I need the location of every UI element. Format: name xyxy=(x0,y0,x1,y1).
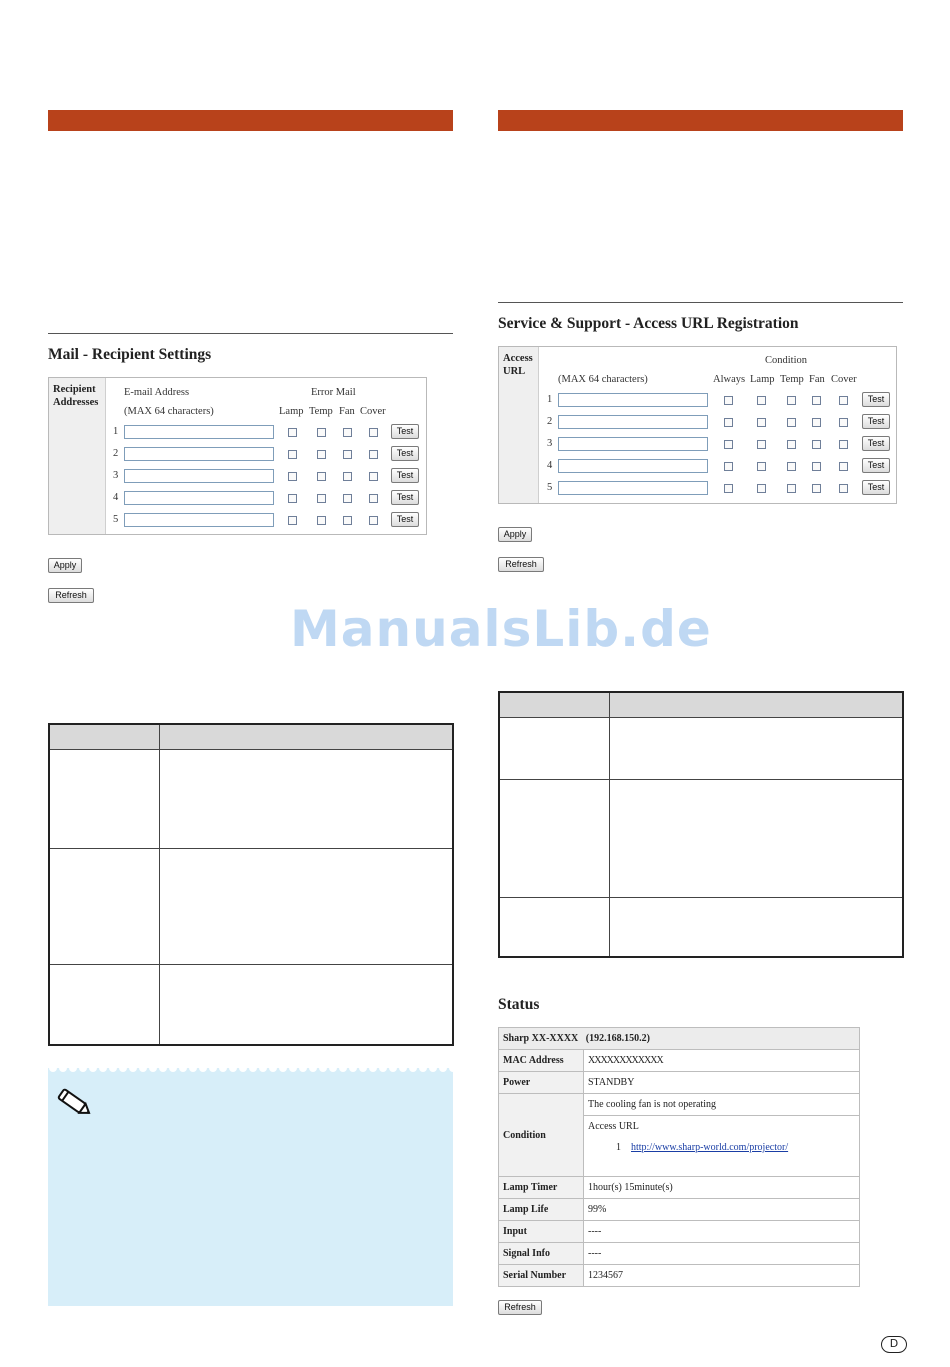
temp-checkbox-4[interactable] xyxy=(317,494,326,503)
condition-value: The cooling fan is not operating xyxy=(584,1094,860,1116)
email-input-5[interactable] xyxy=(124,513,274,527)
cover-checkbox-1[interactable] xyxy=(369,428,378,437)
lamp-life-label: Lamp Life xyxy=(499,1199,584,1221)
serial-number-label: Serial Number xyxy=(499,1265,584,1287)
error-mail-header: Error Mail xyxy=(311,387,356,398)
refresh-button[interactable]: Refresh xyxy=(48,588,94,603)
cover-checkbox-4[interactable] xyxy=(369,494,378,503)
apply-button[interactable]: Apply xyxy=(498,527,532,542)
fan-checkbox-3[interactable] xyxy=(812,440,821,449)
input-value: ---- xyxy=(584,1221,860,1243)
row-number: 5 xyxy=(113,514,119,525)
apply-button[interactable]: Apply xyxy=(48,558,82,573)
max-chars-note: (MAX 64 characters) xyxy=(124,406,214,417)
temp-checkbox-2[interactable] xyxy=(317,450,326,459)
test-button-3[interactable]: Test xyxy=(391,468,419,483)
lamp-checkbox-3[interactable] xyxy=(288,472,297,481)
temp-checkbox-1[interactable] xyxy=(317,428,326,437)
access-url-panel xyxy=(498,346,897,504)
recipient-side-label: Recipient Addresses xyxy=(49,378,106,534)
col-temp: Temp xyxy=(309,406,333,417)
test-button-2[interactable]: Test xyxy=(391,446,419,461)
test-button-4[interactable]: Test xyxy=(391,490,419,505)
left-rule xyxy=(48,333,453,334)
temp-checkbox-3[interactable] xyxy=(787,440,796,449)
col-fan: Fan xyxy=(339,406,355,417)
temp-checkbox-2[interactable] xyxy=(787,418,796,427)
cover-checkbox-4[interactable] xyxy=(839,462,848,471)
pencil-note-icon xyxy=(54,1086,94,1120)
always-checkbox-2[interactable] xyxy=(724,418,733,427)
test-button-1[interactable]: Test xyxy=(391,424,419,439)
col-always: Always xyxy=(713,374,746,385)
row-number: 2 xyxy=(547,416,553,427)
cover-checkbox-3[interactable] xyxy=(839,440,848,449)
refresh-button[interactable]: Refresh xyxy=(498,557,544,572)
col-fan: Fan xyxy=(809,374,825,385)
access-url-link[interactable]: http://www.sharp-world.com/projector/ xyxy=(631,1142,789,1153)
status-table xyxy=(498,1027,860,1287)
left-description-table xyxy=(48,723,454,1046)
temp-checkbox-3[interactable] xyxy=(317,472,326,481)
lamp-life-value: 99% xyxy=(584,1199,860,1221)
lamp-checkbox-2[interactable] xyxy=(288,450,297,459)
ip-address: (192.168.150.2) xyxy=(585,1033,650,1044)
access-url-label: Access URL xyxy=(588,1121,639,1132)
fan-checkbox-2[interactable] xyxy=(343,450,352,459)
fan-checkbox-2[interactable] xyxy=(812,418,821,427)
lamp-checkbox-4[interactable] xyxy=(757,462,766,471)
row-number: 1 xyxy=(547,394,553,405)
url-input-4[interactable] xyxy=(558,459,708,473)
lamp-checkbox-1[interactable] xyxy=(757,396,766,405)
temp-checkbox-5[interactable] xyxy=(317,516,326,525)
row-number: 3 xyxy=(113,470,119,481)
col-lamp: Lamp xyxy=(750,374,775,385)
fan-checkbox-1[interactable] xyxy=(343,428,352,437)
row-number: 4 xyxy=(547,460,553,471)
power-value: STANDBY xyxy=(584,1072,860,1094)
always-checkbox-5[interactable] xyxy=(724,484,733,493)
lamp-checkbox-3[interactable] xyxy=(757,440,766,449)
status-header xyxy=(499,1028,860,1050)
email-input-1[interactable] xyxy=(124,425,274,439)
row-number: 5 xyxy=(547,482,553,493)
test-button-2[interactable]: Test xyxy=(862,414,890,429)
page-badge: D xyxy=(881,1336,907,1353)
col-temp: Temp xyxy=(780,374,804,385)
fan-checkbox-5[interactable] xyxy=(812,484,821,493)
cover-checkbox-2[interactable] xyxy=(369,450,378,459)
left-section-bar xyxy=(48,110,453,131)
url-input-5[interactable] xyxy=(558,481,708,495)
max-chars-note: (MAX 64 characters) xyxy=(558,374,648,385)
test-button-1[interactable]: Test xyxy=(862,392,890,407)
access-url-side-label: Access URL xyxy=(499,347,539,503)
right-description-table xyxy=(498,691,904,958)
row-number: 1 xyxy=(113,426,119,437)
email-input-2[interactable] xyxy=(124,447,274,461)
email-input-4[interactable] xyxy=(124,491,274,505)
fan-checkbox-4[interactable] xyxy=(812,462,821,471)
access-url-title: Service & Support - Access URL Registration xyxy=(498,315,799,332)
cover-checkbox-3[interactable] xyxy=(369,472,378,481)
recipient-settings-panel xyxy=(48,377,427,535)
lamp-checkbox-1[interactable] xyxy=(288,428,297,437)
temp-checkbox-5[interactable] xyxy=(787,484,796,493)
note-box xyxy=(48,1068,453,1306)
mac-value: XXXXXXXXXXXX xyxy=(584,1050,860,1072)
cover-checkbox-5[interactable] xyxy=(839,484,848,493)
lamp-checkbox-5[interactable] xyxy=(288,516,297,525)
url-input-2[interactable] xyxy=(558,415,708,429)
lamp-checkbox-5[interactable] xyxy=(757,484,766,493)
signal-info-value: ---- xyxy=(584,1243,860,1265)
email-address-header: E-mail Address xyxy=(124,387,190,398)
status-title: Status xyxy=(498,996,540,1013)
status-refresh-button[interactable]: Refresh xyxy=(498,1300,542,1315)
email-input-3[interactable] xyxy=(124,469,274,483)
signal-info-label: Signal Info xyxy=(499,1243,584,1265)
fan-checkbox-5[interactable] xyxy=(343,516,352,525)
url-input-3[interactable] xyxy=(558,437,708,451)
serial-number-value: 1234567 xyxy=(584,1265,860,1287)
fan-checkbox-4[interactable] xyxy=(343,494,352,503)
fan-checkbox-1[interactable] xyxy=(812,396,821,405)
mail-recipient-title: Mail - Recipient Settings xyxy=(48,346,212,363)
note-scallop-edge xyxy=(48,1068,453,1076)
temp-checkbox-1[interactable] xyxy=(787,396,796,405)
test-button-4[interactable]: Test xyxy=(862,458,890,473)
lamp-timer-label: Lamp Timer xyxy=(499,1177,584,1199)
row-number: 2 xyxy=(113,448,119,459)
power-label: Power xyxy=(499,1072,584,1094)
lamp-timer-value: 1hour(s) 15minute(s) xyxy=(584,1177,860,1199)
right-section-bar xyxy=(498,110,903,131)
temp-checkbox-4[interactable] xyxy=(787,462,796,471)
input-label: Input xyxy=(499,1221,584,1243)
condition-label: Condition xyxy=(499,1094,584,1177)
row-number: 3 xyxy=(547,438,553,449)
col-cover: Cover xyxy=(831,374,857,385)
cover-checkbox-5[interactable] xyxy=(369,516,378,525)
always-checkbox-3[interactable] xyxy=(724,440,733,449)
row-number: 4 xyxy=(113,492,119,503)
test-button-3[interactable]: Test xyxy=(862,436,890,451)
always-checkbox-4[interactable] xyxy=(724,462,733,471)
lamp-checkbox-2[interactable] xyxy=(757,418,766,427)
access-url-index: 1 xyxy=(616,1142,621,1153)
lamp-checkbox-4[interactable] xyxy=(288,494,297,503)
test-button-5[interactable]: Test xyxy=(862,480,890,495)
condition-header: Condition xyxy=(765,355,808,366)
model-name: Sharp XX-XXXX xyxy=(503,1033,579,1044)
always-checkbox-1[interactable] xyxy=(724,396,733,405)
access-url-cell xyxy=(584,1116,860,1177)
col-lamp: Lamp xyxy=(279,406,304,417)
test-button-5[interactable]: Test xyxy=(391,512,419,527)
col-cover: Cover xyxy=(360,406,386,417)
url-input-1[interactable] xyxy=(558,393,708,407)
right-rule xyxy=(498,302,903,303)
fan-checkbox-3[interactable] xyxy=(343,472,352,481)
mac-label: MAC Address xyxy=(499,1050,584,1072)
watermark-text: ManualsLib.de xyxy=(290,600,712,658)
cover-checkbox-1[interactable] xyxy=(839,396,848,405)
cover-checkbox-2[interactable] xyxy=(839,418,848,427)
